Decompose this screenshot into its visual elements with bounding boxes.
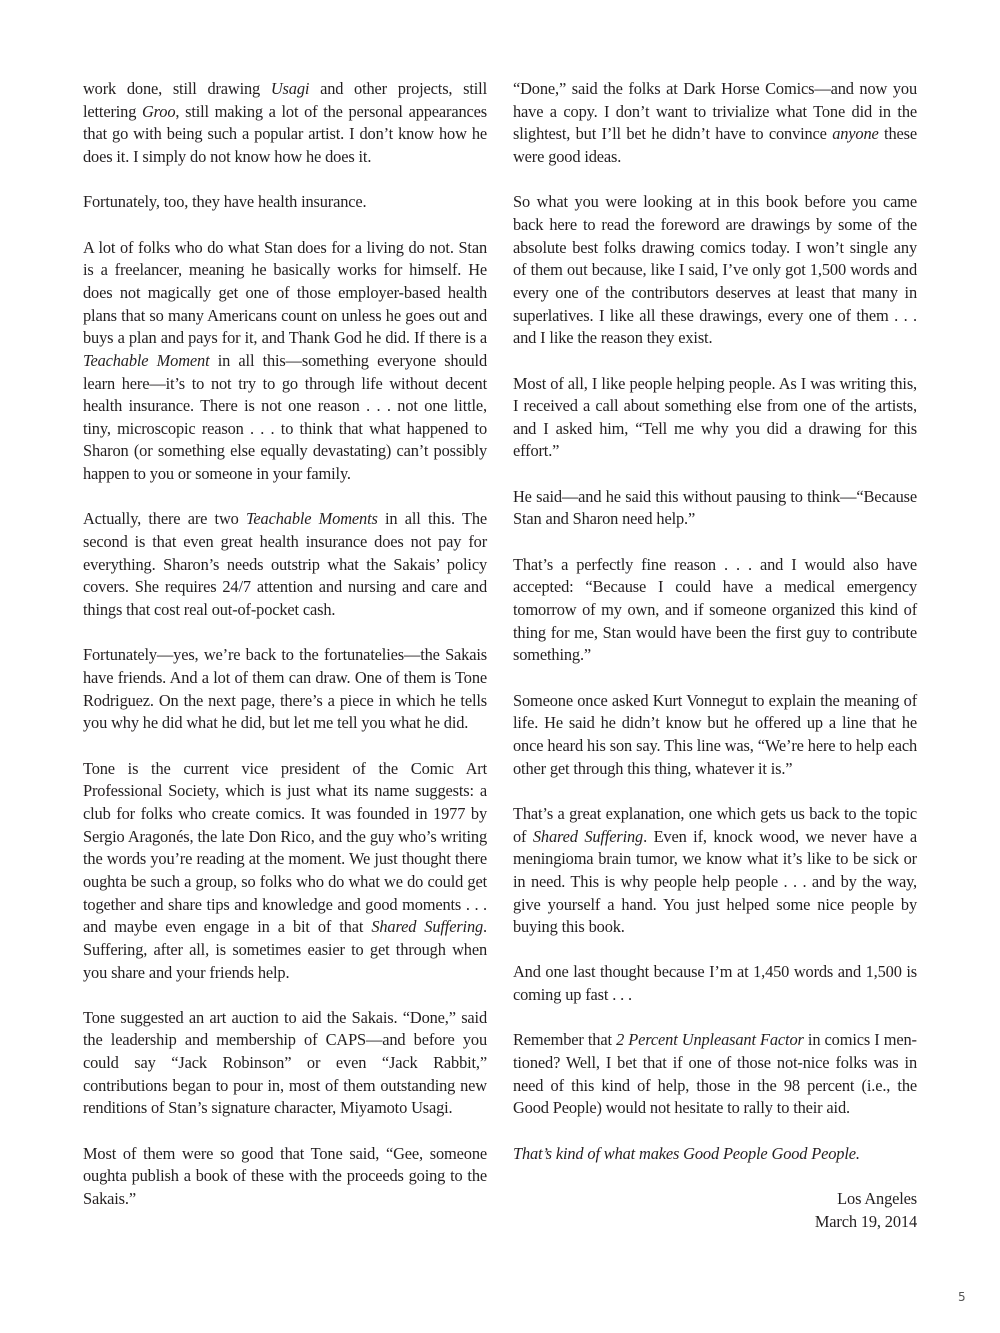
paragraph: Most of them were so good that Tone said, “Gee, someone oughta publish a book of these with the proceeds going to the Sakais.” <box>83 1143 487 1209</box>
italic-title: Groo <box>142 101 176 121</box>
signoff-date: March 19, 2014 <box>814 1211 917 1231</box>
paragraph: Fortunately, too, they have health insurance. <box>83 192 367 212</box>
signoff <box>513 1188 917 1233</box>
paragraph: Fortunately—yes, we’re back to the fortunatelies—the Sakais have friends. And a lot of them can draw. One of them is Tone Rodriguez. On the next page, there’s a piece in which he tells you why he did what he did, but let me tell you what he did. <box>83 645 487 733</box>
paragraph <box>83 237 487 486</box>
italic-phrase: Shared Suffering <box>371 917 484 937</box>
italic-phrase: Teachable Moment <box>83 350 210 370</box>
text-run: in all this—something everyone should learn here—it’s to not try to go through life without decent health insurance. There is not one reason . . . not one little, tiny, microscopic reason . . . to think that what happened to Sharon (or something else equally devastating) can’t possibly happen to you or someone in your family. <box>83 350 488 484</box>
italic-phrase: Teachable Moments <box>245 509 378 529</box>
page-number: 5 <box>958 1290 966 1304</box>
left-column <box>83 78 487 1211</box>
paragraph <box>83 758 487 985</box>
text-run: . Even if, knock wood, we never have a meningioma brain tumor, we know what it’s like to be sick or in need. This is why people help people . . . and by the way, give yourself a hand. You just helped some nice people by buying this book. <box>513 826 917 937</box>
paragraph <box>513 78 917 169</box>
text-run: “Done,” said the folks at Dark Horse Comics—and now you have a copy. I don’t want to trivialize what Tone did in the slightest, but I’ll bet he didn’t have to convince <box>513 79 917 144</box>
italic-phrase: Shared Suffering <box>532 826 644 846</box>
text-run: Tone is the current vice president of the Comic Art Professional Society, which is just what its name suggests: a club for folks who create comics. It was founded in 1977 by Sergio Aragonés, the late Don Rico, and the guy who’s writing the words you’re reading at the moment. We just thought there oughta be such a group, so folks who do what we do could get together and share tips and knowledge and good moments . . . and maybe even engage in a bit of that <box>83 758 487 937</box>
paragraph <box>513 1029 917 1120</box>
text-run: . Suffering, after all, is sometimes easier to get through when you share and your friends help. <box>83 917 487 982</box>
signoff-place: Los Angeles <box>837 1189 917 1208</box>
paragraph: And one last thought because I’m at 1,450 words and 1,500 is coming up fast . . . <box>513 962 917 1005</box>
paragraph <box>513 803 917 939</box>
italic-phrase: 2 Percent Unpleasant Factor <box>616 1030 804 1050</box>
text-run: , still making a lot of the personal appearances that go with being such a popular artist. I don’t know how he does it. I simply do not know how he does it. <box>83 101 487 166</box>
paragraph: So what you were looking at in this book before you came back here to read the foreword are drawings by some of the absolute best folks drawing comics today. I won’t single any of them out because, like I said, I’ve only got 1,500 words and every one of the contributors deserves at least that many in superlatives. I like all these drawings, every one of them . . . and I like the reason they exist. <box>513 192 917 348</box>
text-run: in comics I mentioned? Well, I bet that if one of those not-nice folks was in need of this kind of help, those in the 98 percent (i.e., the Good People) would not hesitate to rally to their aid. <box>513 1030 917 1118</box>
text-run: work done, still drawing <box>83 79 271 98</box>
paragraph: Tone suggested an art auction to aid the Sakais. “Done,” said the leadership and membership of CAPS—and before you could say “Jack Robinson” or even “Jack Rabbit,” contributions began to pour in, most of them outstanding new renditions of Stan’s signature character, Miyamoto Usagi. <box>83 1007 487 1118</box>
paragraph: That’s a perfectly fine reason . . . and I would also have accepted: “Because I could have a medical emergency tomorrow of my own, and if someone organized this kind of thing for me, Stan would have been the first guy to contribute something.” <box>513 554 917 665</box>
paragraph: Most of all, I like people helping people. As I was writing this, I received a call about something else from one of the artists, and I asked him, “Tell me why you did a drawing for this effort.” <box>513 373 917 461</box>
paragraph <box>83 78 487 169</box>
italic-word: anyone <box>832 124 879 144</box>
paragraph <box>83 508 487 621</box>
paragraph: He said—and he said this without pausing to think—“Because Stan and Sharon need help.” <box>513 486 917 529</box>
text-run: That’s a great explanation, one which gets us back to the topic of <box>513 803 917 846</box>
text-run: and other projects, still lettering <box>83 79 487 121</box>
italic-title: Usagi <box>270 79 310 98</box>
right-column <box>513 78 917 1256</box>
text-run: these were good ideas. <box>513 124 917 166</box>
italic-closing: That’s kind of what makes Good People Good People. <box>513 1143 860 1163</box>
text-run: A lot of folks who do what Stan does for a living do not. Stan is a freelancer, meaning he basically works for himself. He does not magically get one of those employer-based health plans that so many Americans count on unless he goes out and buys a plan and pays for it, and Thank God he did. If there is a <box>83 237 487 348</box>
text-run: in all this. The second is that even great health insurance does not pay for everything. Sharon’s needs outstrip what the Sakais’ policy covers. She requires 24/7 attention and nursing and care and things that cost real out-of-pocket cash. <box>83 509 487 620</box>
closing-line <box>513 1143 917 1166</box>
paragraph: Someone once asked Kurt Vonnegut to explain the meaning of life. He said he didn’t know but he offered up a line that he once heard his son say. This line was, “We’re here to help each other get through this thing, whatever it is.” <box>513 690 917 778</box>
text-run: Remember that <box>513 1030 617 1050</box>
text-run: Actually, there are two <box>83 509 246 529</box>
